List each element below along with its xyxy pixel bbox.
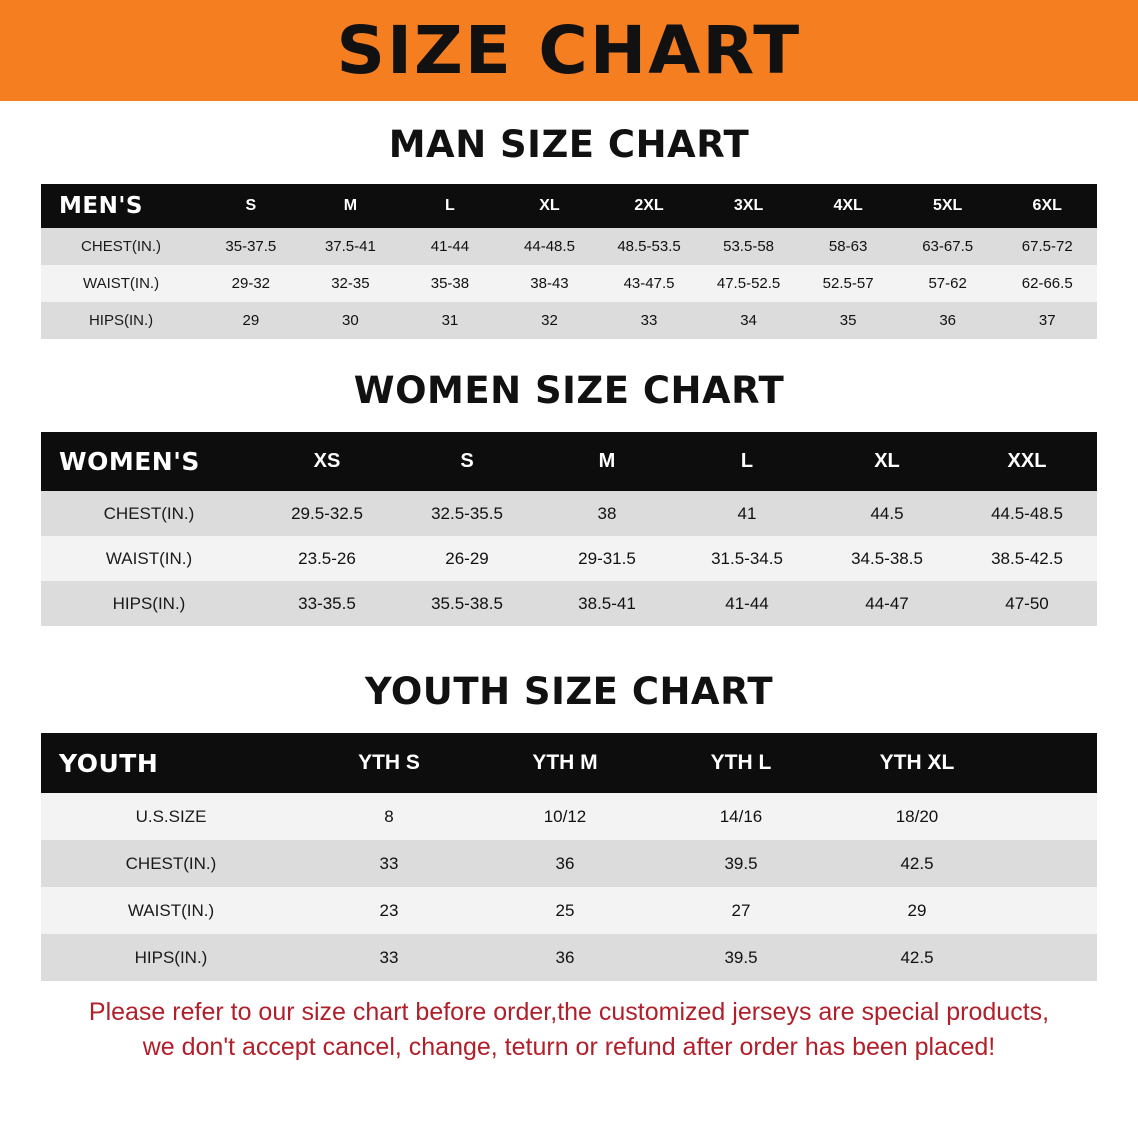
youth-cell: 27 [653, 887, 829, 934]
women-cell: 33-35.5 [257, 581, 397, 626]
men-cell: 29-32 [201, 265, 301, 302]
table-row [41, 840, 1097, 887]
youth-cell: 33 [301, 934, 477, 981]
women-row-label: CHEST(IN.) [41, 491, 257, 536]
youth-cell: 25 [477, 887, 653, 934]
women-cell: 29.5-32.5 [257, 491, 397, 536]
size-chart-banner [0, 0, 1138, 101]
men-cell: 36 [898, 302, 998, 339]
men-cell: 35-38 [400, 265, 500, 302]
women-cell: 38.5-42.5 [957, 536, 1097, 581]
youth-row-label: CHEST(IN.) [41, 840, 301, 887]
youth-cell: 36 [477, 840, 653, 887]
women-cell: 31.5-34.5 [677, 536, 817, 581]
youth-cell-spacer [1005, 840, 1097, 887]
men-cell: 44-48.5 [500, 228, 600, 265]
women-size-header: M [537, 432, 677, 491]
men-cell: 48.5-53.5 [599, 228, 699, 265]
women-cell: 38 [537, 491, 677, 536]
men-cell: 35 [798, 302, 898, 339]
table-row [41, 491, 1097, 536]
men-cell: 67.5-72 [997, 228, 1097, 265]
youth-corner-label: YOUTH [41, 733, 301, 793]
policy-note [41, 995, 1097, 1064]
men-size-header: 2XL [599, 184, 699, 228]
women-cell: 26-29 [397, 536, 537, 581]
men-corner-label: MEN'S [41, 184, 201, 228]
women-cell: 23.5-26 [257, 536, 397, 581]
youth-cell: 10/12 [477, 793, 653, 840]
table-row [41, 934, 1097, 981]
youth-cell: 42.5 [829, 934, 1005, 981]
youth-cell: 39.5 [653, 934, 829, 981]
youth-cell-spacer [1005, 934, 1097, 981]
youth-cell: 29 [829, 887, 1005, 934]
youth-size-header: YTH S [301, 733, 477, 793]
page-title: SIZE CHART [336, 11, 802, 89]
women-section-title: WOMEN SIZE CHART [353, 369, 785, 412]
youth-size-table [41, 733, 1097, 981]
youth-header-spacer [1005, 733, 1097, 793]
youth-cell-spacer [1005, 887, 1097, 934]
women-size-header: XL [817, 432, 957, 491]
women-row-label: WAIST(IN.) [41, 536, 257, 581]
youth-cell: 36 [477, 934, 653, 981]
youth-cell: 14/16 [653, 793, 829, 840]
table-row [41, 793, 1097, 840]
men-size-header: M [301, 184, 401, 228]
youth-cell: 18/20 [829, 793, 1005, 840]
table-header-row [41, 432, 1097, 491]
table-header-row [41, 733, 1097, 793]
men-row-label: HIPS(IN.) [41, 302, 201, 339]
youth-size-header: YTH XL [829, 733, 1005, 793]
youth-row-label: HIPS(IN.) [41, 934, 301, 981]
men-size-header: L [400, 184, 500, 228]
women-cell: 32.5-35.5 [397, 491, 537, 536]
men-size-header: 6XL [997, 184, 1097, 228]
table-row [41, 228, 1097, 265]
men-cell: 38-43 [500, 265, 600, 302]
men-size-header: XL [500, 184, 600, 228]
youth-cell: 8 [301, 793, 477, 840]
women-cell: 34.5-38.5 [817, 536, 957, 581]
men-size-header: 3XL [699, 184, 799, 228]
men-cell: 47.5-52.5 [699, 265, 799, 302]
women-cell: 35.5-38.5 [397, 581, 537, 626]
women-size-table [41, 432, 1097, 626]
men-cell: 30 [301, 302, 401, 339]
women-cell: 44.5-48.5 [957, 491, 1097, 536]
men-cell: 32-35 [301, 265, 401, 302]
women-cell: 38.5-41 [537, 581, 677, 626]
youth-row-label: U.S.SIZE [41, 793, 301, 840]
men-cell: 33 [599, 302, 699, 339]
policy-note-line-2: we don't accept cancel, change, teturn or refund after order has been placed! [142, 1032, 996, 1061]
men-cell: 37 [997, 302, 1097, 339]
table-row [41, 536, 1097, 581]
youth-section-title: YOUTH SIZE CHART [364, 670, 774, 713]
men-cell: 62-66.5 [997, 265, 1097, 302]
women-cell: 47-50 [957, 581, 1097, 626]
women-cell: 44.5 [817, 491, 957, 536]
men-cell: 63-67.5 [898, 228, 998, 265]
table-row [41, 302, 1097, 339]
youth-cell-spacer [1005, 793, 1097, 840]
men-cell: 37.5-41 [301, 228, 401, 265]
men-cell: 31 [400, 302, 500, 339]
women-row-label: HIPS(IN.) [41, 581, 257, 626]
men-size-header: 4XL [798, 184, 898, 228]
men-row-label: CHEST(IN.) [41, 228, 201, 265]
table-header-row [41, 184, 1097, 228]
women-size-header: S [397, 432, 537, 491]
women-size-header: XS [257, 432, 397, 491]
youth-size-header: YTH M [477, 733, 653, 793]
men-cell: 43-47.5 [599, 265, 699, 302]
men-size-header: S [201, 184, 301, 228]
table-row [41, 887, 1097, 934]
man-section-title: MAN SIZE CHART [388, 123, 750, 166]
men-row-label: WAIST(IN.) [41, 265, 201, 302]
men-cell: 58-63 [798, 228, 898, 265]
youth-row-label: WAIST(IN.) [41, 887, 301, 934]
policy-note-line-1: Please refer to our size chart before order,the customized jerseys are special products, [88, 998, 1050, 1026]
man-size-table [41, 184, 1097, 339]
men-cell: 34 [699, 302, 799, 339]
table-row [41, 265, 1097, 302]
women-size-header: XXL [957, 432, 1097, 491]
table-row [41, 581, 1097, 626]
youth-cell: 39.5 [653, 840, 829, 887]
women-cell: 29-31.5 [537, 536, 677, 581]
women-cell: 41-44 [677, 581, 817, 626]
youth-cell: 23 [301, 887, 477, 934]
youth-cell: 33 [301, 840, 477, 887]
women-cell: 44-47 [817, 581, 957, 626]
men-cell: 29 [201, 302, 301, 339]
women-corner-label: WOMEN'S [41, 432, 257, 491]
men-cell: 53.5-58 [699, 228, 799, 265]
men-cell: 35-37.5 [201, 228, 301, 265]
youth-cell: 42.5 [829, 840, 1005, 887]
men-size-header: 5XL [898, 184, 998, 228]
women-size-header: L [677, 432, 817, 491]
men-cell: 52.5-57 [798, 265, 898, 302]
men-cell: 57-62 [898, 265, 998, 302]
youth-size-header: YTH L [653, 733, 829, 793]
men-cell: 41-44 [400, 228, 500, 265]
men-cell: 32 [500, 302, 600, 339]
women-cell: 41 [677, 491, 817, 536]
